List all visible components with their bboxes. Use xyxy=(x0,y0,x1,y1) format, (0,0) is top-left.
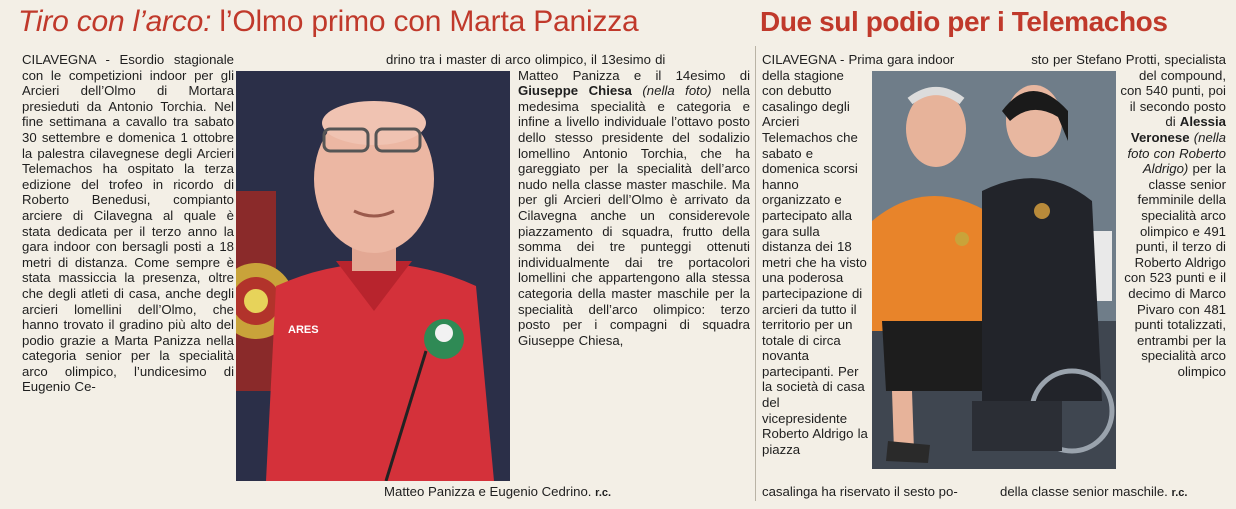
article-left-col1-text: CILAVEGNA - Esordio stagionale con le competizioni indoor per gli Arcieri dell’Olmo di Mortara presieduti da Antonio Torchia. Nel fine settimana a cavallo tra sabato 30 settembre e domenica 1 ottobre la palestra cilavegnese degli Arcieri Telemachos ha ospitato la terza edizione del trofeo in ricordo di Roberto Benedusi, compianto arciere di Cilavegna al quale è stata dedicata per il terzo anno la gara indoor con bersagli posti a 18 metri di distanza. Come sempre è stata massiccia la presenza, oltre che degli atleti di casa, anche degli arcieri lomellini dell’Olmo, che hanno trovato il gradino più alto del podio grazie a Marta Panizza nella categoria senior per la specialità arco olimpico, l’undicesimo di Eugenio Ce- xyxy=(22,52,234,395)
headline-right: Due sul podio per i Telemachos xyxy=(760,6,1168,37)
article-left-tail xyxy=(384,484,611,502)
article-right-column-2 xyxy=(1031,52,1226,379)
article-left-signature: r.c. xyxy=(595,487,612,499)
headline-left xyxy=(18,0,639,44)
photo-caption-left: (nella foto) xyxy=(642,83,712,99)
photo-caption-right: (nella foto con Roberto Aldrigo) xyxy=(1127,129,1226,177)
article-left-col2-top: drino tra i master di arco olimpico, il 13esimo di xyxy=(386,52,666,67)
article-left-column-1 xyxy=(22,52,234,395)
photo-giuseppe-chiesa xyxy=(236,71,510,481)
article-left-column-2 xyxy=(386,52,750,348)
headline-left-regular: l’Olmo primo con Marta Panizza xyxy=(211,5,639,38)
article-right-col4-a: del compound, con 540 punti, poi il secondo posto di xyxy=(1120,67,1226,130)
article-left-col2-b: nella medesima specialità e categoria e infine a livello individuale l’ottavo posto dello stesso presidente del sodalizio lomellino Antonio Torchia, che ha gareggiato per la specialità dell’arco nudo nella classe master maschile. Ma per gli Arcieri dell’Olmo è arrivato da Cilavegna anche un considerevole piazzamento di squadra, frutto della somma dei tre punteggi ottenuti individualmente dai tre portacolori lomellini che appartengono alla stessa categoria della master maschile per la specialità dell’arco olimpico: terzo posto per i compagni di squadra Giuseppe Chiesa, xyxy=(518,83,750,348)
column-divider xyxy=(755,46,756,501)
photo-subject-name-right: Alessia Veronese xyxy=(1130,114,1226,145)
article-left-tail-text: Matteo Panizza e Eugenio Cedrino. xyxy=(384,484,592,499)
photo-two-archers-with-medals xyxy=(872,71,1116,469)
photo-subject-name-left: Giuseppe Chiesa xyxy=(518,83,632,99)
photo-man-in-red-shirt xyxy=(236,71,510,481)
photo-alessia-veronese-roberto-aldrigo xyxy=(872,71,1116,469)
article-right-col3-top: CILAVEGNA - Prima gara indoor xyxy=(762,52,955,67)
headline-left-italic: Tiro con l’arco: xyxy=(18,5,212,38)
article-right-tail-left: casalinga ha riservato il sesto po- xyxy=(762,484,958,499)
article-right-signature: r.c. xyxy=(1171,487,1188,499)
article-right-tail-text: della classe senior maschile. xyxy=(1000,484,1168,499)
shirt-logo-text: ARES xyxy=(288,324,319,336)
article-right-col4-b: per la classe senior femminile della specialità arco olimpico e 491 punti, il terzo di Roberto Aldrigo con 523 punti e il decimo di Marco Pivaro con 481 punti totalizzati, entrambi per la specialità arco olimpico xyxy=(1124,161,1226,379)
article-right-column-1 xyxy=(762,52,955,457)
article-right-tail xyxy=(1000,484,1187,502)
article-right-col4-top: sto per Stefano Protti, specialista xyxy=(1031,52,1226,67)
article-left-col2-a: Matteo Panizza e il 14esimo di xyxy=(518,67,750,83)
article-right-col3-text: della stagione con debutto casalingo degli Arcieri Telemachos che sabato e domenica scorsi hanno organizzato e partecipato alla gara sulla distanza dei 18 metri che ha visto una poderosa partecipazione di arcieri da tutto il territorio per un totale di circa novanta partecipanti. Per la società di casa del vicepresidente Roberto Aldrigo la piazza xyxy=(762,67,868,457)
